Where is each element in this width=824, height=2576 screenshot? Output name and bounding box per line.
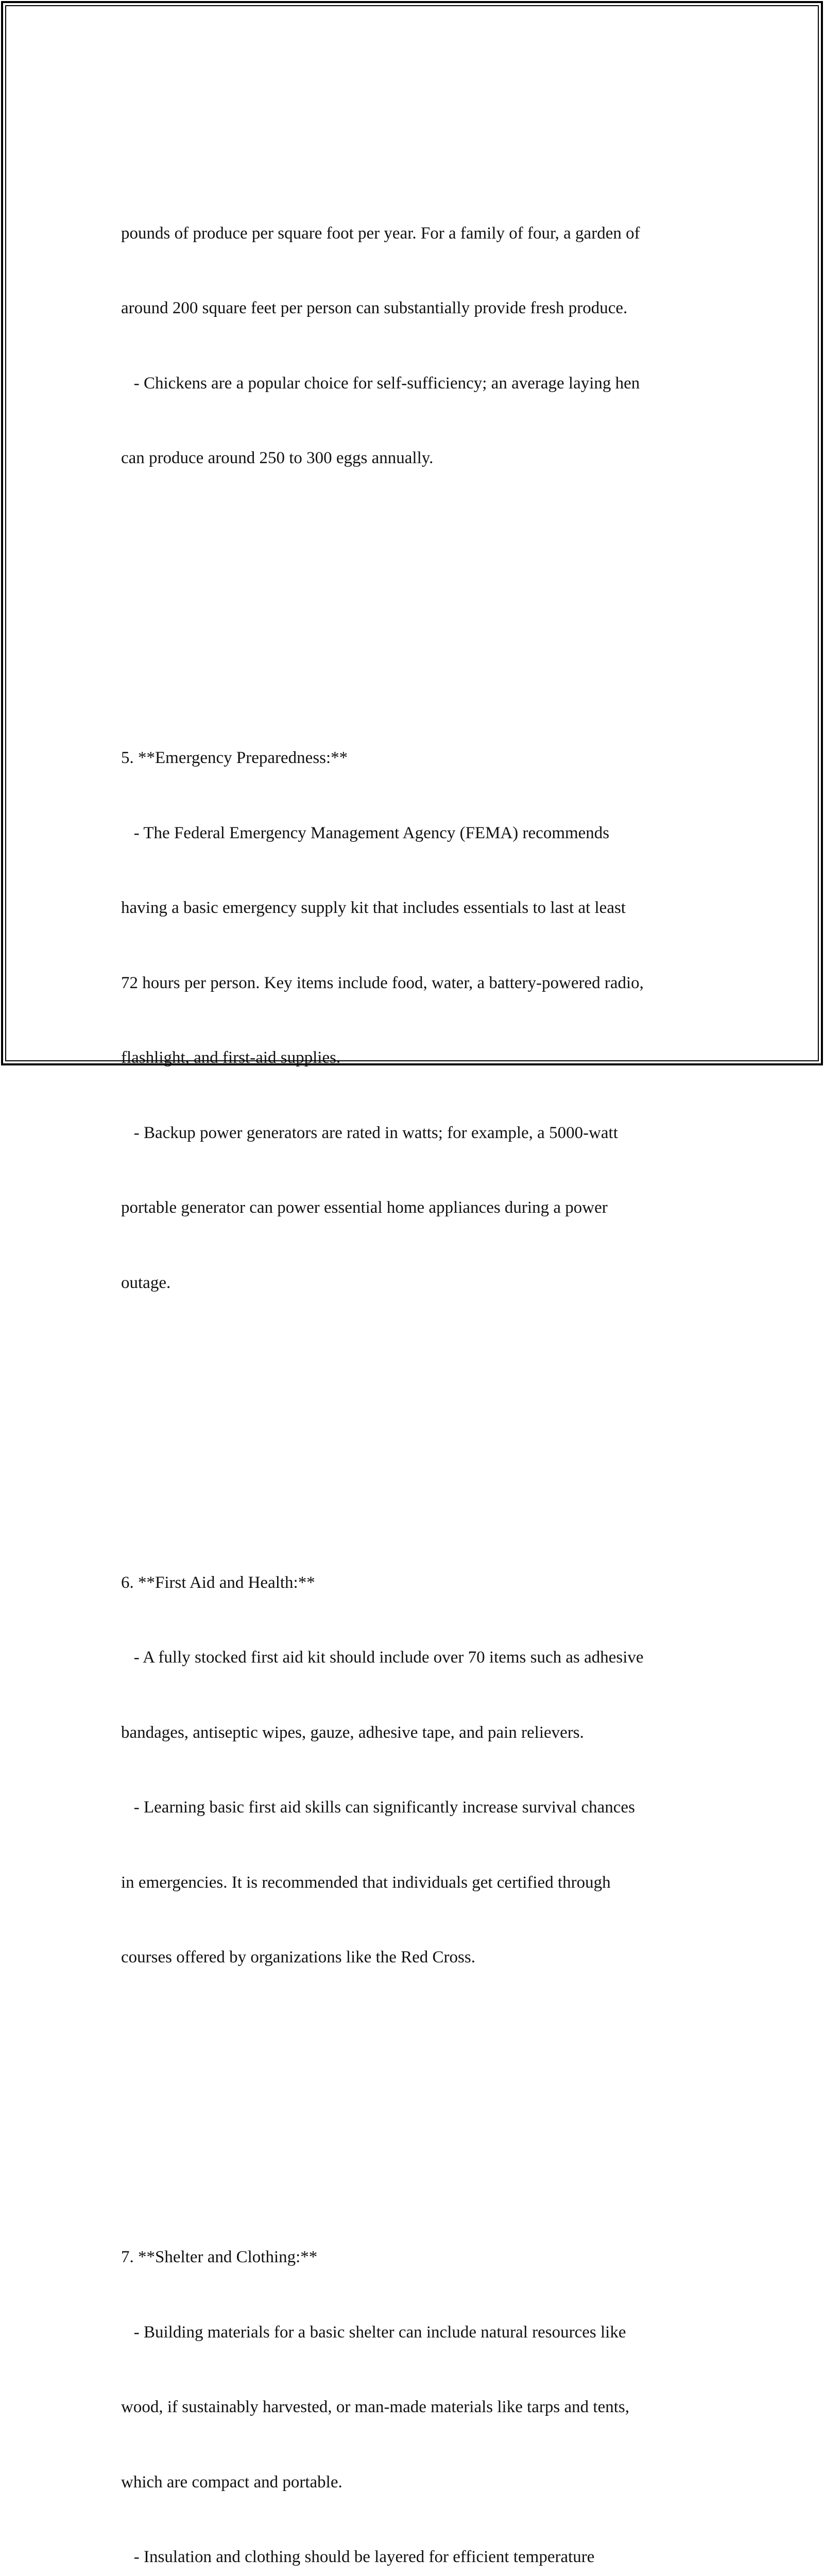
text-line: - Backup power generators are rated in watts; for example, a 5000-watt: [121, 1123, 618, 1142]
paragraph-gap: [121, 2095, 713, 2120]
text-line: which are compact and portable.: [121, 2472, 342, 2492]
text-line: outage.: [121, 1273, 171, 1292]
paragraph-gap: [121, 596, 713, 621]
text-line: - Insulation and clothing should be layered for efficient temperature: [121, 2548, 595, 2566]
text-line: - Learning basic first aid skills can significantly increase survival chances: [121, 1798, 635, 1817]
text-line: having a basic emergency supply kit that includes essentials to last at least: [121, 899, 626, 917]
text-line: pounds of produce per square foot per year. For a family of four, a garden of: [121, 224, 640, 243]
text-line: can produce around 250 to 300 eggs annually.: [121, 449, 434, 467]
section-heading: 7. **Shelter and Clothing:**: [121, 2248, 318, 2266]
text-line: - Building materials for a basic shelter can include natural resources like: [121, 2323, 626, 2342]
document-body: [121, 96, 713, 2576]
intro-block: [121, 171, 713, 521]
text-line: courses offered by organizations like the Red Cross.: [121, 1948, 475, 1967]
section-heading: 6. **First Aid and Health:**: [121, 1573, 315, 1592]
section-emergency-preparedness: [121, 696, 713, 1345]
section-shelter-clothing: [121, 2195, 713, 2576]
text-line: in emergencies. It is recommended that individuals get certified through: [121, 1873, 611, 1892]
text-line: portable generator can power essential home appliances during a power: [121, 1198, 608, 1217]
text-line: wood, if sustainably harvested, or man-made materials like tarps and tents,: [121, 2398, 629, 2416]
text-line: bandages, antiseptic wipes, gauze, adhesive tape, and pain relievers.: [121, 1723, 584, 1742]
text-line: 72 hours per person. Key items include food, water, a battery-powered radio,: [121, 973, 644, 992]
text-line: around 200 square feet per person can substantially provide fresh produce.: [121, 299, 628, 317]
section-heading: 5. **Emergency Preparedness:**: [121, 749, 348, 767]
section-first-aid-health: [121, 1520, 713, 2020]
text-line: - Chickens are a popular choice for self-sufficiency; an average laying hen: [121, 374, 640, 393]
text-line: - A fully stocked first aid kit should include over 70 items such as adhesive: [121, 1648, 644, 1667]
text-line: flashlight, and first-aid supplies.: [121, 1048, 341, 1067]
paragraph-gap: [121, 1420, 713, 1446]
text-line: - The Federal Emergency Management Agency (FEMA) recommends: [121, 823, 610, 842]
